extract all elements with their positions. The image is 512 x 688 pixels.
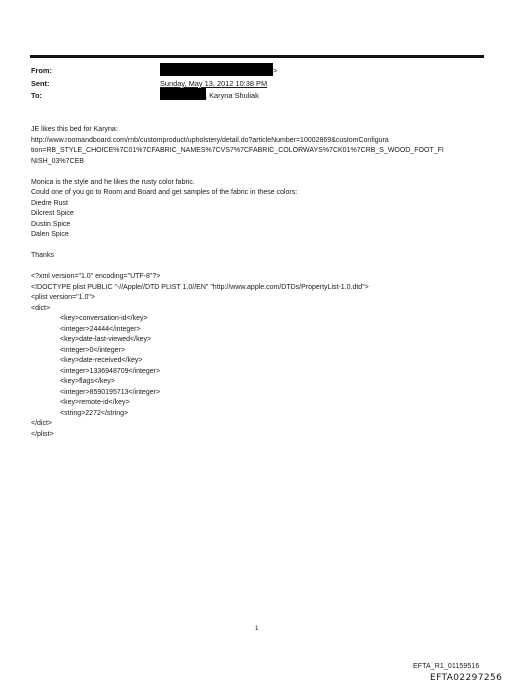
xml-line: <key>remote-id</key> [60,399,130,406]
fabric-color: Dalen Spice [31,231,69,238]
xml-line: <integer>1336948709</integer> [60,367,161,375]
xml-line: <integer>24444</integer> [60,325,141,333]
xml-line: <key>conversation-id</key> [60,315,148,322]
from-label: From: [31,66,52,75]
email-body [31,125,486,440]
body-line: Monica is the style and he likes the rusty color fabric. [31,178,195,186]
redaction-from [160,63,273,76]
page-number: 1 [255,626,259,632]
product-link-cont[interactable]: NISH_03%7CEB [31,157,84,165]
bates-number-2: EFTA02297256 [430,673,503,683]
redaction-to [160,88,206,100]
from-value-tail: > [273,66,278,75]
fabric-color: Diedre Rust [31,199,68,207]
fabric-color: Dilcrest Spice [31,210,74,217]
body-line: JE likes this bed for Karyna: [31,126,118,133]
sent-value: Sunday, May 13, 2012 10:38 PM [160,79,268,88]
xml-line: <integer>8590195713</integer> [60,388,161,396]
bates-number-1: EFTA_R1_01159516 [413,663,480,670]
to-value: ; Karyna Shuliak [205,91,259,100]
thanks-line: Thanks [31,252,54,259]
xml-line: </plist> [31,430,54,438]
product-link-cont[interactable]: tion=RB_STYLE_CHOICE%7C01%7CFABRIC_NAMES%7CVS7%7CFABRIC_COLORWAYS%7CK01%7CRB_S_WOOD_FOOT_FI [31,147,444,154]
xml-line: <dict> [31,304,51,312]
header-rule [30,55,484,58]
xml-line: <key>flags</key> [60,378,115,385]
xml-line: <key>date-received</key> [60,357,143,364]
xml-line: </dict> [31,420,53,427]
xml-line: <integer>0</integer> [60,346,125,354]
fabric-color: Dustin Spice [31,220,71,228]
xml-line: <plist version="1.0"> [31,294,95,301]
product-link[interactable]: http://www.roomandboard.com/rnb/customproduct/upholstery/detail.do?articleNumber=10002869&customConfigura [31,136,389,144]
to-label: To: [31,91,42,100]
xml-line: <!DOCTYPE plist PUBLIC "-//Apple//DTD PLIST 1.0//EN" "http://www.apple.com/DTDs/PropertyList-1.0.dtd"> [31,283,369,291]
sent-label: Sent: [31,79,50,88]
body-line: Could one of you go to Room and Board and get samples of the fabric in these colors: [31,189,298,196]
xml-line: <key>date-last-viewed</key> [60,336,152,343]
xml-line: <?xml version="1.0" encoding="UTF-8"?> [31,273,161,280]
xml-line: <string>2272</string> [60,409,129,417]
